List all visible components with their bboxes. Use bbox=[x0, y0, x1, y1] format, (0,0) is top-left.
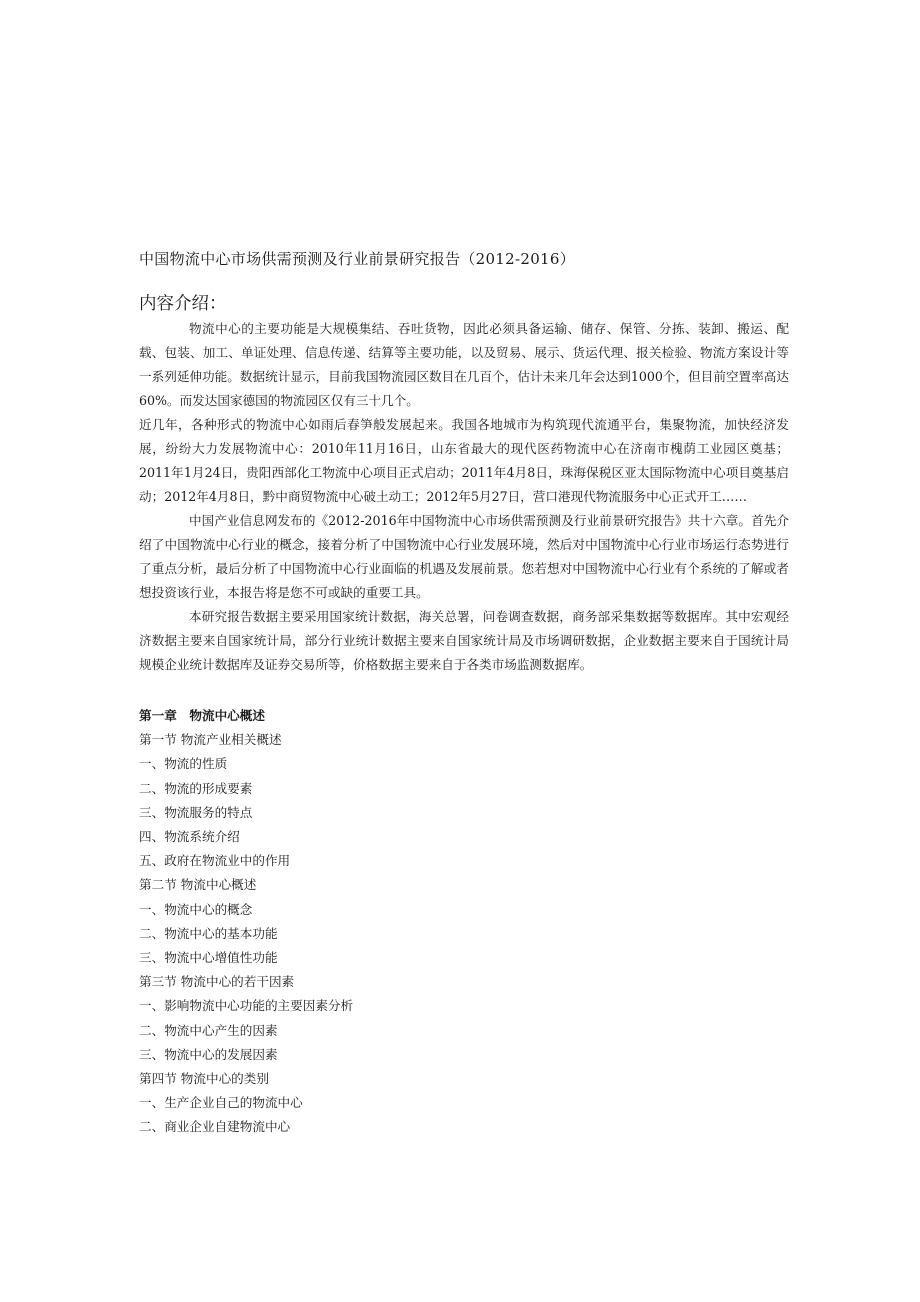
toc-section: 第三节 物流中心的若干因素 bbox=[139, 974, 295, 990]
toc-item: 二、物流中心的基本功能 bbox=[139, 925, 278, 941]
intro-paragraph-3: 中国产业信息网发布的《2012-2016年中国物流中心市场供需预测及行业前景研究报告》共十六章。首先介绍了中国物流中心行业的概念，接着分析了中国物流中心行业发展环境，然后对中国物流中心行业市场运行态势进行了重点分析，最后分析了中国物流中心行业面临的机遇及发展前景。您若想对中国物流中心行业有个系统的了解或者想投资该行业，本报告将是您不可或缺的重要工具。 bbox=[139, 513, 789, 600]
toc-chapter-1: 第一章 物流中心概述 bbox=[139, 708, 265, 723]
toc-item: 三、物流服务的特点 bbox=[139, 804, 253, 820]
toc-item: 四、物流系统介绍 bbox=[139, 829, 240, 845]
toc-item: 一、影响物流中心功能的主要因素分析 bbox=[139, 998, 354, 1014]
toc-item: 二、物流中心产生的因素 bbox=[139, 1022, 278, 1038]
intro-paragraph-4: 本研究报告数据主要采用国家统计数据，海关总署，问卷调查数据，商务部采集数据等数据库。其中宏观经济数据主要来自国家统计局，部分行业统计数据主要来自国家统计局及市场调研数据，企业数据主要来自于国统计局规模企业统计数据库及证券交易所等，价格数据主要来自于各类市场监测数据库。 bbox=[139, 609, 789, 672]
toc-item: 一、物流中心的概念 bbox=[139, 901, 253, 917]
intro-paragraph-2: 近几年，各种形式的物流中心如雨后春笋般发展起来。我国各地城市为构筑现代流通平台，集聚物流，加快经济发展，纷纷大力发展物流中心：2010年11月16日，山东省最大的现代医药物流中心在济南市槐荫工业园区奠基；2011年1月24日，贵阳西部化工物流中心项目正式启动；2011年4月8日，珠海保税区亚太国际物流中心项目奠基启动；2012年4月8日，黔中商贸物流中心破土动工；2012年5月27日，营口港现代物流服务中心正式开工…… bbox=[139, 417, 789, 504]
toc-item: 三、物流中心增值性功能 bbox=[139, 950, 278, 966]
document-title: 中国物流中心市场供需预测及行业前景研究报告（2012-2016） bbox=[139, 250, 576, 268]
toc-item: 二、商业企业自建物流中心 bbox=[139, 1119, 291, 1135]
toc-section: 第四节 物流中心的类别 bbox=[139, 1071, 269, 1087]
toc-item: 五、政府在物流业中的作用 bbox=[139, 853, 291, 869]
intro-heading: 内容介绍： bbox=[139, 294, 227, 314]
toc-section: 第一节 物流产业相关概述 bbox=[139, 732, 282, 748]
toc-section: 第二节 物流中心概述 bbox=[139, 877, 257, 893]
toc-item: 三、物流中心的发展因素 bbox=[139, 1046, 278, 1062]
toc-item: 二、物流的形成要素 bbox=[139, 780, 253, 796]
intro-paragraph-1: 物流中心的主要功能是大规模集结、吞吐货物，因此必须具备运输、储存、保管、分拣、装卸、搬运、配载、包装、加工、单证处理、信息传递、结算等主要功能，以及贸易、展示、货运代理、报关检验、物流方案设计等一系列延伸功能。数据统计显示，目前我国物流园区数目在几百个，估计未来几年会达到1000个，但目前空置率高达60%。而发达国家德国的物流园区仅有三十几个。 bbox=[139, 321, 789, 408]
document-page bbox=[139, 248, 789, 1140]
toc-item: 一、生产企业自己的物流中心 bbox=[139, 1095, 303, 1111]
table-of-contents bbox=[139, 704, 789, 1140]
toc-item: 一、物流的性质 bbox=[139, 756, 228, 772]
